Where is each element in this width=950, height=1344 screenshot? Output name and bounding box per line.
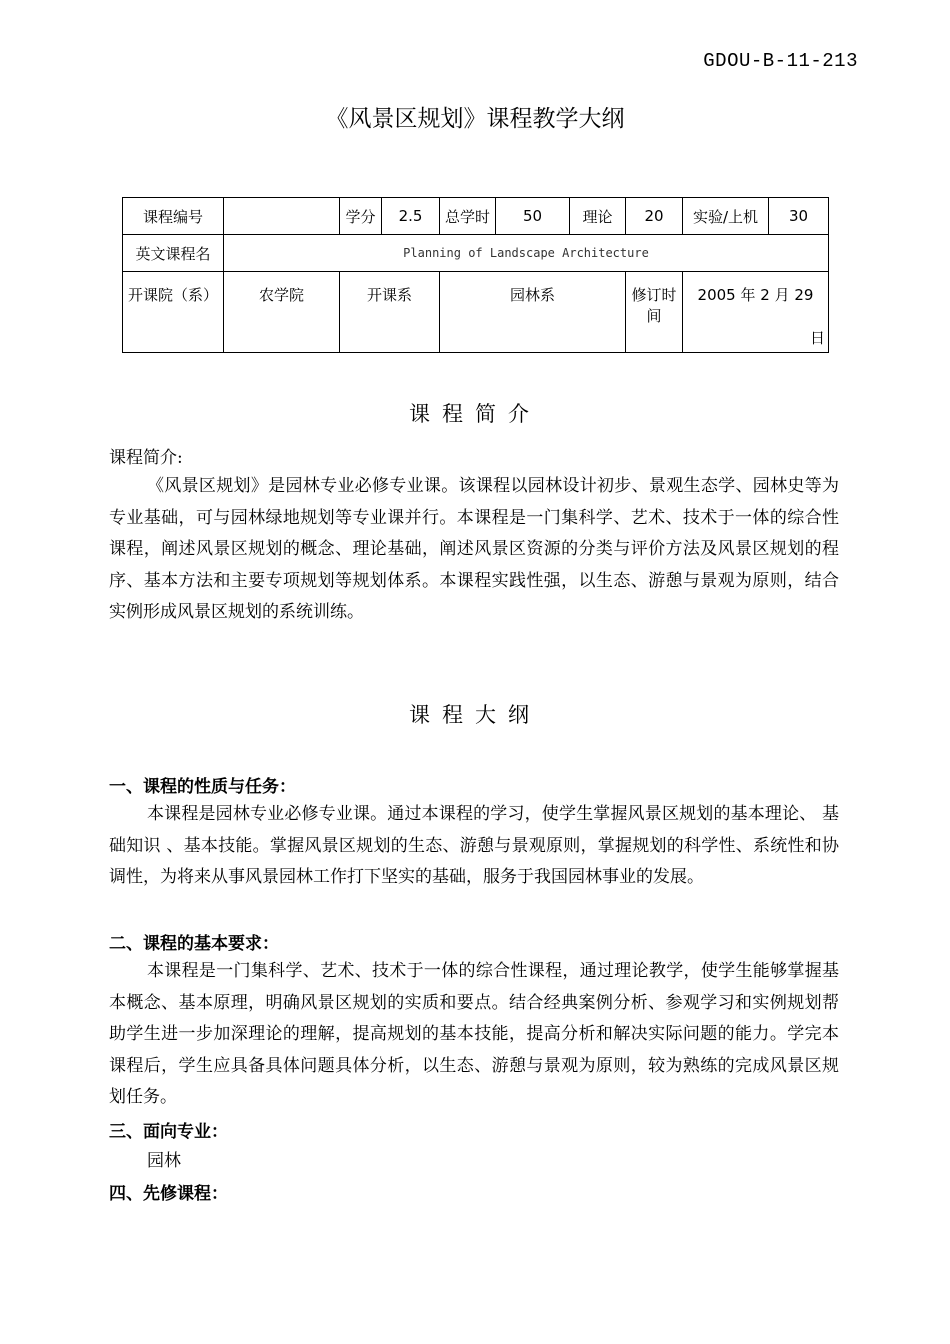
revise-date (683, 272, 829, 353)
theory-label: 理论 (570, 198, 626, 235)
course-no-value (224, 198, 340, 235)
eng-name-value: Planning of Landscape Architecture (224, 235, 829, 272)
intro-heading: 课程简介 (409, 402, 541, 426)
intro-label: 课程简介: (109, 448, 183, 468)
table-row (123, 198, 829, 235)
credit-value: 2.5 (382, 198, 440, 235)
revise-date-day: 日 (809, 329, 825, 347)
theory-value: 20 (626, 198, 683, 235)
dept-label: 开课系 (340, 272, 440, 353)
revise-date-value: 2005 年 2 月 29 (697, 286, 814, 304)
document-code: GDOU-B-11-213 (703, 50, 858, 72)
section-2-text: 本课程是一门集科学、艺术、技术于一体的综合性课程，通过理论教学，使学生能够掌握基本概念、基本原理，明确风景区规划的实质和要点。结合经典案例分析、参观学习和实例规划帮助学生进一步加深理论的理解，提高规划的基本技能，提高分析和解决实际问题的能力。学完本课程后，学生应具备具体问题具体分析，以生态、游憩与景观为原则，较为熟练的完成风景区规划任务。 (109, 961, 839, 1107)
total-hours-value: 50 (496, 198, 570, 235)
section-1-title: 一、课程的性质与任务： (109, 777, 296, 797)
credit-label: 学分 (340, 198, 382, 235)
section-1-text: 本课程是园林专业必修专业课。通过本课程的学习，使学生掌握风景区规划的基本理论、 基础知识 、基本技能。掌握风景区规划的生态、游憩与景观原则，掌握规划的科学性、系统性和协调性，为将来从事风景园林工作打下坚实的基础，服务于我国园林事业的发展。 (109, 804, 839, 887)
lab-value: 30 (769, 198, 829, 235)
college-label: 开课院（系） (123, 272, 224, 353)
section-3-title: 三、面向专业： (109, 1122, 228, 1142)
section-2-title: 二、课程的基本要求： (109, 934, 279, 954)
eng-name-label: 英文课程名 (123, 235, 224, 272)
section-4-title: 四、先修课程： (109, 1184, 228, 1204)
revise-label: 修订时间 (626, 272, 683, 353)
total-hours-label: 总学时 (440, 198, 496, 235)
course-no-label: 课程编号 (123, 198, 224, 235)
college-value: 农学院 (224, 272, 340, 353)
course-info-table (122, 197, 829, 353)
document-title: 《风景区规划》课程教学大纲 (325, 106, 625, 132)
lab-label: 实验/上机 (683, 198, 769, 235)
dept-value: 园林系 (440, 272, 626, 353)
table-row (123, 272, 829, 353)
intro-text: 《风景区规划》是园林专业必修专业课。该课程以园林设计初步、景观生态学、园林史等为专业基础，可与园林绿地规划等专业课并行。本课程是一门集科学、艺术、技术于一体的综合性课程，阐述风景区规划的概念、理论基础，阐述风景区资源的分类与评价方法及风景区规划的程序、基本方法和主要专项规划等规划体系。本课程实践性强，以生态、游憩与景观为原则，结合实例形成风景区规划的系统训练。 (109, 476, 839, 622)
section-3-text: 园林 (147, 1151, 181, 1171)
outline-heading: 课程大纲 (409, 703, 541, 727)
table-row (123, 235, 829, 272)
